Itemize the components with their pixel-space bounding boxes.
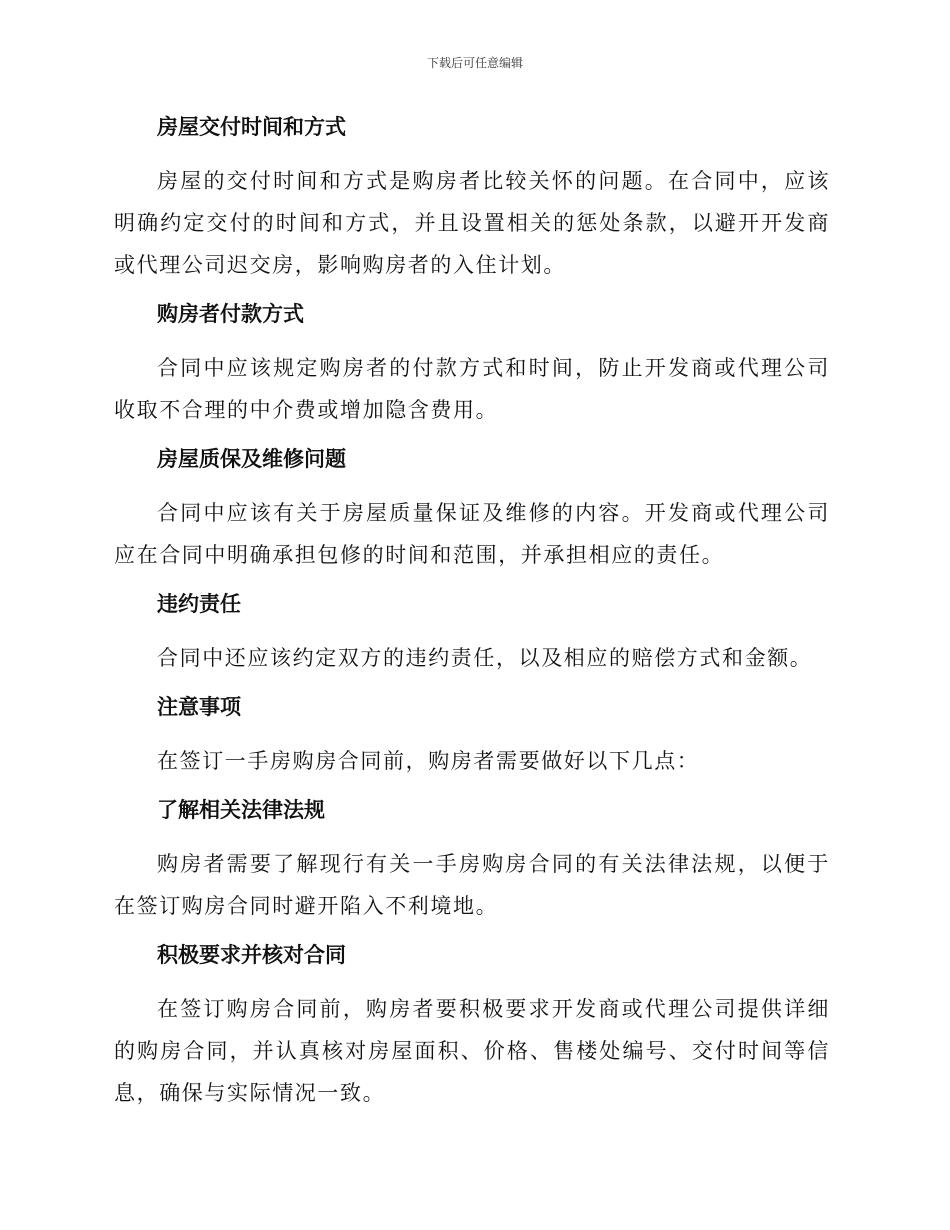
section-heading: 房屋质保及维修问题 <box>157 447 346 471</box>
section-heading: 购房者付款方式 <box>157 302 304 326</box>
section-warranty-repair <box>114 442 830 576</box>
section-paragraph: 合同中还应该约定双方的违约责任，以及相应的赔偿方式和金额。 <box>157 646 813 670</box>
section-paragraph: 合同中应该规定购房者的付款方式和时间，防止开发商或代理公司收取不合理的中介费或增加隐含费用。 <box>114 356 830 422</box>
section-verify-contract <box>114 938 830 1114</box>
section-laws-regulations <box>114 793 830 927</box>
section-payment-method <box>114 297 830 431</box>
section-notes <box>114 690 830 782</box>
section-delivery-time <box>114 110 830 286</box>
section-heading: 违约责任 <box>157 592 241 616</box>
document-body <box>114 110 830 1125</box>
page-header: 下载后可任意编辑 <box>426 56 523 70</box>
section-heading: 了解相关法律法规 <box>157 798 325 822</box>
section-paragraph: 在签订一手房购房合同前，购房者需要做好以下几点： <box>157 749 700 773</box>
section-paragraph: 在签订购房合同前，购房者要积极要求开发商或代理公司提供详细的购房合同，并认真核对房屋面积、价格、售楼处编号、交付时间等信息，确保与实际情况一致。 <box>114 997 830 1105</box>
section-paragraph: 房屋的交付时间和方式是购房者比较关怀的问题。在合同中，应该明确约定交付的时间和方式，并且设置相关的惩处条款，以避开开发商或代理公司迟交房，影响购房者的入住计划。 <box>114 169 830 277</box>
section-breach-liability <box>114 587 830 679</box>
section-heading: 房屋交付时间和方式 <box>157 115 346 139</box>
section-paragraph: 购房者需要了解现行有关一手房购房合同的有关法律法规，以便于在签订购房合同时避开陷入不利境地。 <box>114 852 830 918</box>
section-paragraph: 合同中应该有关于房屋质量保证及维修的内容。开发商或代理公司应在合同中明确承担包修的时间和范围，并承担相应的责任。 <box>114 501 830 567</box>
section-heading: 注意事项 <box>157 695 241 719</box>
section-heading: 积极要求并核对合同 <box>157 943 346 967</box>
